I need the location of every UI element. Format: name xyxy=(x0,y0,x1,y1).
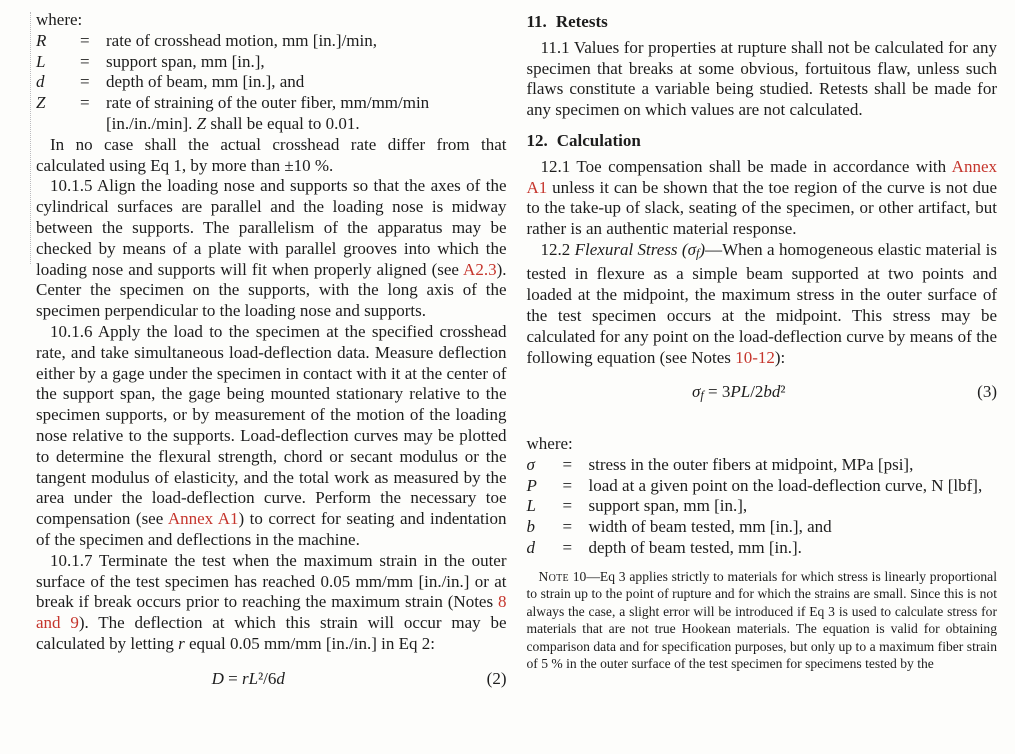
text-run: unless it can be shown that the toe region of the curve is not due to the take-up of slack, seating of the specimen, or other artifact, but rather is an authentic material response. xyxy=(526,177,997,239)
where-label-eq1: where: xyxy=(36,10,83,29)
text-run: ²/6 xyxy=(258,668,277,688)
ref-link-a2-3[interactable]: A2.3 xyxy=(463,259,497,279)
symbol-label: L xyxy=(526,496,536,516)
text-run: 12.1 Toe compensation shall be made in accordance with xyxy=(540,156,952,176)
text-run: —When a homogeneous elastic material is tested in flexure as a simple beam supported at two points and loaded at the midpoint, the maximum stress in the outer surface of the test specimen occurs at the midpoint. This stress may be calculated for any point on the load-deflection curve by means of the following equation (see Notes xyxy=(526,239,997,367)
definition-list-eq1 xyxy=(36,31,507,135)
equals-sign: = xyxy=(80,51,90,71)
paragraph-10-1-5 xyxy=(36,176,507,322)
text-run: σ xyxy=(691,382,701,402)
paragraph-no-case xyxy=(36,135,507,177)
text-run: bd xyxy=(763,382,781,402)
definition-row xyxy=(527,538,998,559)
equation-3-expression xyxy=(527,382,952,406)
text-run: r xyxy=(178,633,185,653)
equation-2-expression xyxy=(36,669,461,690)
equals-sign: = xyxy=(80,93,90,113)
definition-text xyxy=(106,72,507,93)
equals-sign: = xyxy=(80,30,90,50)
text-run: rate of crosshead motion, mm [in.]/min, xyxy=(106,30,377,50)
equals-sign: = xyxy=(562,454,573,474)
ref-link-notes-8-9[interactable]: 8 and 9 xyxy=(36,592,507,633)
text-run: /2 xyxy=(750,382,764,402)
text-run: 12.2 xyxy=(540,239,575,259)
text-run: PL xyxy=(730,382,751,402)
symbol-label: b xyxy=(526,517,535,537)
text-run: = 3 xyxy=(703,382,731,402)
text-run: 11.1 Values for properties at rupture shall not be calculated for any specimen that breaks at some obvious, fortuitous flaw, unless such flaws constitute a variable being studied. Retests shall be made for any specimen on which values are not calculated. xyxy=(526,37,997,120)
definition-row xyxy=(36,72,507,93)
text-run: ): xyxy=(774,347,786,367)
equals-sign: = xyxy=(562,475,573,495)
definition-text xyxy=(589,538,998,559)
definition-text xyxy=(106,31,507,52)
text-run: stress in the outer fibers at midpoint, MPa [psi], xyxy=(588,454,914,474)
text-run: equal 0.05 mm/mm [in./in.] in Eq 2: xyxy=(184,633,435,653)
symbol-label: R xyxy=(36,30,47,50)
equals-sign: = xyxy=(562,537,573,557)
text-run: support span, mm [in.], xyxy=(588,496,748,516)
definition-row xyxy=(527,476,998,497)
section-11-number: 11. xyxy=(526,12,547,31)
symbol-label: d xyxy=(526,537,535,557)
section-11-heading xyxy=(527,12,998,33)
ref-link-notes-10-12[interactable]: 10-12 xyxy=(735,347,775,367)
equals-sign: = xyxy=(562,496,573,516)
paragraph-11-1 xyxy=(527,38,998,121)
symbol-label: σ xyxy=(526,454,535,474)
text-run: load at a given point on the load-deflection curve, N [lbf], xyxy=(588,475,983,495)
text-run: 10—Eq 3 applies strictly to materials for which stress is linearly proportional to strain up to the point of rupture and for which the strains are small. Since this is not always the case, a slight error will be introduced if Eq 3 is used to calculate stress for materials that are not true Hookean materials. The equation is valid for obtaining comparison data and for specification purposes, but only up to a maximum fiber strain of 5 % in the outer surface of the test specimen for specimens tested by the xyxy=(526,568,997,672)
definition-text xyxy=(589,496,998,517)
symbol-label: d xyxy=(36,72,45,92)
text-run: d xyxy=(276,668,285,688)
text-run: rate of straining of the outer fiber, mm/mm/min [in./in./min]. xyxy=(106,93,430,133)
text-run: 10.1.5 Align the loading nose and supports so that the axes of the cylindrical surfaces are parallel and the loading nose is midway between the supports. The parallelism of the apparatus may be checked by means of a plate with parallel grooves into which the loading nose and supports will fit when properly aligned (see xyxy=(36,176,507,279)
symbol-label: P xyxy=(526,475,537,495)
definition-row xyxy=(527,455,998,476)
text-run: f xyxy=(700,389,704,404)
definition-row xyxy=(527,517,998,538)
equation-2 xyxy=(36,669,507,690)
section-12-number: 12. xyxy=(526,130,548,150)
definition-list-eq3 xyxy=(527,455,998,559)
equals-sign: = xyxy=(80,72,90,92)
paragraph-10-1-7 xyxy=(36,551,507,655)
definition-row xyxy=(527,496,998,517)
symbol-label: Z xyxy=(36,93,46,113)
text-run: ). The deflection at which this strain will occur may be calculated by letting xyxy=(36,613,507,653)
right-column xyxy=(527,10,998,754)
section-11-title: Retests xyxy=(555,12,608,31)
definition-row xyxy=(36,52,507,73)
paragraph-12-2 xyxy=(527,240,998,368)
text-run: Flexural Stress (σ xyxy=(574,239,696,259)
text-run: Z xyxy=(196,113,207,133)
equation-3 xyxy=(527,382,998,406)
definition-text xyxy=(106,52,507,73)
text-run: ). Center the specimen on the supports, with the long axis of the specimen perpendicular to the loading nose and supports. xyxy=(36,259,507,321)
text-run: ) xyxy=(699,239,706,259)
text-run: D xyxy=(211,668,224,688)
text-run: 10.1.7 Terminate the test when the maximum strain in the outer surface of the test specimen has reached 0.05 mm/mm [in./in.] or at break if break occurs prior to reaching the maximum strain (Notes xyxy=(36,550,507,612)
text-run: ) to correct for seating and indentation of the specimen and deflections in the machine. xyxy=(36,509,507,549)
text-run: depth of beam, mm [in.], and xyxy=(106,72,305,92)
text-run: shall be equal to 0.01. xyxy=(206,113,360,133)
text-run: = xyxy=(223,668,242,688)
text-run: rL xyxy=(241,668,259,688)
symbol-label: L xyxy=(36,51,46,71)
text-run: Note xyxy=(538,568,569,584)
definition-row xyxy=(36,31,507,52)
text-run: f xyxy=(695,246,700,261)
definition-text xyxy=(106,93,507,135)
definition-text xyxy=(589,455,998,476)
left-column xyxy=(36,10,507,754)
text-run: 10.1.6 Apply the load to the specimen at the specified crosshead rate, and take simultaneous load-deflection data. Measure deflection either by a gage under the specimen in contact with it at the center of the support span, the gage being mounted stationary relative to the specimen supports, or by measurement of the motion of the loading nose relative to the supports. Load-deflection curves may be plotted to determine the flexural strength, chord or secant modulus or the tangent modulus of elasticity, and the total work as measured by the area under the load-deflection curve. Perform the necessary toe compensation (see xyxy=(36,321,507,529)
paragraph-12-1 xyxy=(527,157,998,240)
equals-sign: = xyxy=(562,517,573,537)
section-12-heading xyxy=(527,131,998,152)
definition-row xyxy=(36,93,507,135)
equation-3-number: (3) xyxy=(977,382,997,402)
equation-2-number: (2) xyxy=(486,668,507,688)
definition-text xyxy=(589,517,998,538)
definition-text xyxy=(589,476,998,497)
text-run: In no case shall the actual crosshead rate differ from that calculated using Eq 1, by more than ±10 %. xyxy=(36,134,507,175)
paragraph-10-1-6 xyxy=(36,322,507,551)
text-run: support span, mm [in.], xyxy=(106,51,265,71)
ref-link-annex-a1[interactable]: Annex A1 xyxy=(167,509,239,529)
section-12-title: Calculation xyxy=(556,130,641,150)
text-run: ² xyxy=(780,382,786,402)
ref-link-annex-a1-2[interactable]: Annex A1 xyxy=(526,156,997,197)
where-label-eq3: where: xyxy=(526,433,573,453)
text-run: width of beam tested, mm [in.], and xyxy=(588,517,832,537)
text-run: depth of beam tested, mm [in.]. xyxy=(588,537,802,557)
note-10 xyxy=(527,568,998,673)
